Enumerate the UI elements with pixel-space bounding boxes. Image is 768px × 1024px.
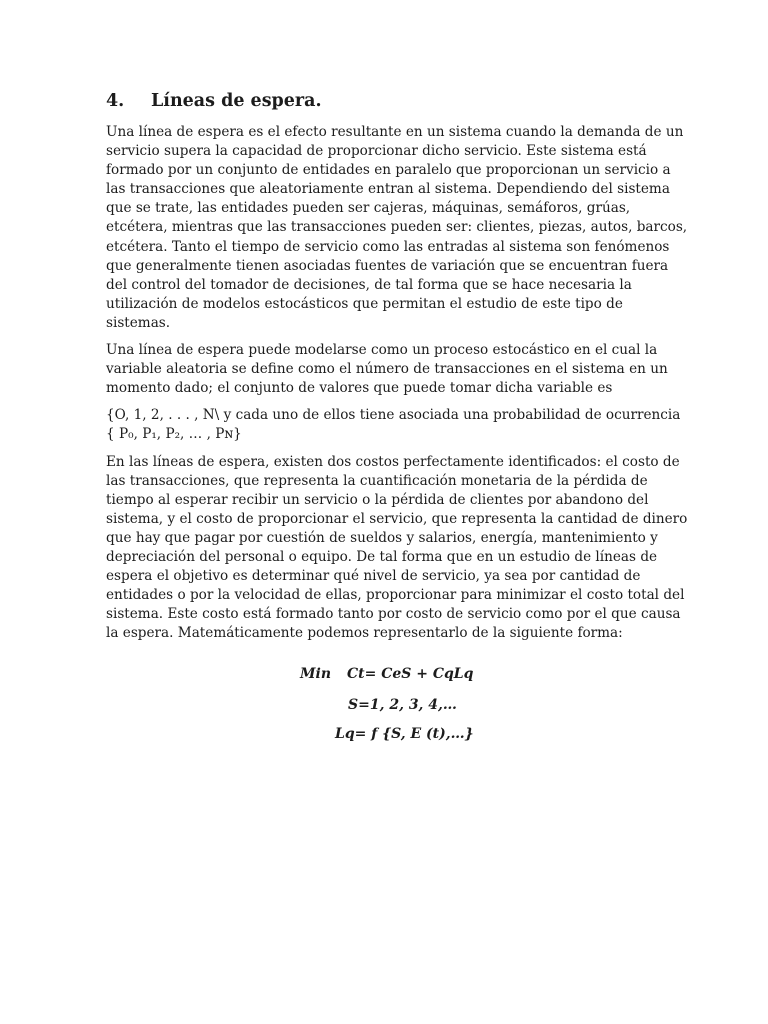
section-heading (106, 91, 322, 111)
paragraph-intro (106, 123, 688, 333)
section-title: Líneas de espera. (151, 91, 322, 111)
text-line: sistema, y el costo de proporcionar el servicio, que representa la cantidad de dinero (106, 510, 688, 527)
text-line: momento dado; el conjunto de valores que puede tomar dicha variable es (106, 380, 613, 397)
text-line: sistemas. (106, 314, 171, 331)
document-body (106, 123, 688, 651)
objective-expression: Ct= CeS + CqLq (347, 666, 474, 682)
text-line: etcétera. Tanto el tiempo de servicio como las entradas al sistema son fenómenos (106, 238, 670, 255)
text-line: las transacciones que aleatoriamente entran al sistema. Dependiendo del sistema (106, 181, 670, 198)
queue-formula: Lq= f {S, E (t),…} (335, 726, 474, 742)
text-line: {O, 1, 2, . . . , N\ y cada uno de ellos tiene asociada una probabilidad de ocurrencia (106, 407, 681, 424)
domain-formula: S=1, 2, 3, 4,… (348, 697, 457, 713)
text-line: Una línea de espera puede modelarse como un proceso estocástico en el cual la (106, 342, 658, 359)
section-number: 4. (106, 91, 125, 111)
text-line: { P₀, P₁, P₂, … , Pɴ} (106, 426, 242, 443)
paragraph-model (106, 341, 668, 398)
paragraph-set (106, 406, 681, 444)
text-line: que se trate, las entidades pueden ser cajeras, máquinas, semáforos, grúas, (106, 200, 631, 217)
text-line: etcétera, mientras que las transacciones pueden ser: clientes, piezas, autos, barcos, (106, 219, 688, 236)
text-line: utilización de modelos estocásticos que permitan el estudio de este tipo de (106, 295, 623, 312)
text-line: En las líneas de espera, existen dos costos perfectamente identificados: el costo de (106, 453, 680, 470)
text-line: del control del tomador de decisiones, de tal forma que se hace necesaria la (106, 276, 632, 293)
text-line: entidades o por la velocidad de ellas, proporcionar para minimizar el costo total del (106, 587, 685, 604)
text-line: que generalmente tienen asociadas fuentes de variación que se encuentran fuera (106, 257, 669, 274)
text-line: espera el objetivo es determinar qué nivel de servicio, ya sea por cantidad de (106, 568, 641, 585)
objective-formula (300, 666, 473, 682)
text-line: que hay que pagar por cuestión de sueldos y salarios, energía, mantenimiento y (106, 529, 658, 546)
text-line: formado por un conjunto de entidades en paralelo que proporcionan un servicio a (106, 162, 671, 179)
text-line: tiempo al esperar recibir un servicio o la pérdida de clientes por abandono del (106, 491, 649, 508)
text-line: Una línea de espera es el efecto resultante en un sistema cuando la demanda de un (106, 124, 684, 140)
paragraph-costs (106, 453, 688, 644)
text-line: la espera. Matemáticamente podemos representarlo de la siguiente forma: (106, 625, 623, 642)
text-line: servicio supera la capacidad de proporcionar dicho servicio. Este sistema está (106, 143, 647, 160)
text-line: las transacciones, que representa la cuantificación monetaria de la pérdida de (106, 472, 648, 489)
text-line: depreciación del personal o equipo. De tal forma que en un estudio de líneas de (106, 548, 658, 565)
text-line: sistema. Este costo está formado tanto por costo de servicio como por el que causa (106, 606, 681, 623)
text-line: variable aleatoria se define como el número de transacciones en el sistema en un (106, 361, 668, 378)
objective-label: Min (300, 666, 331, 682)
